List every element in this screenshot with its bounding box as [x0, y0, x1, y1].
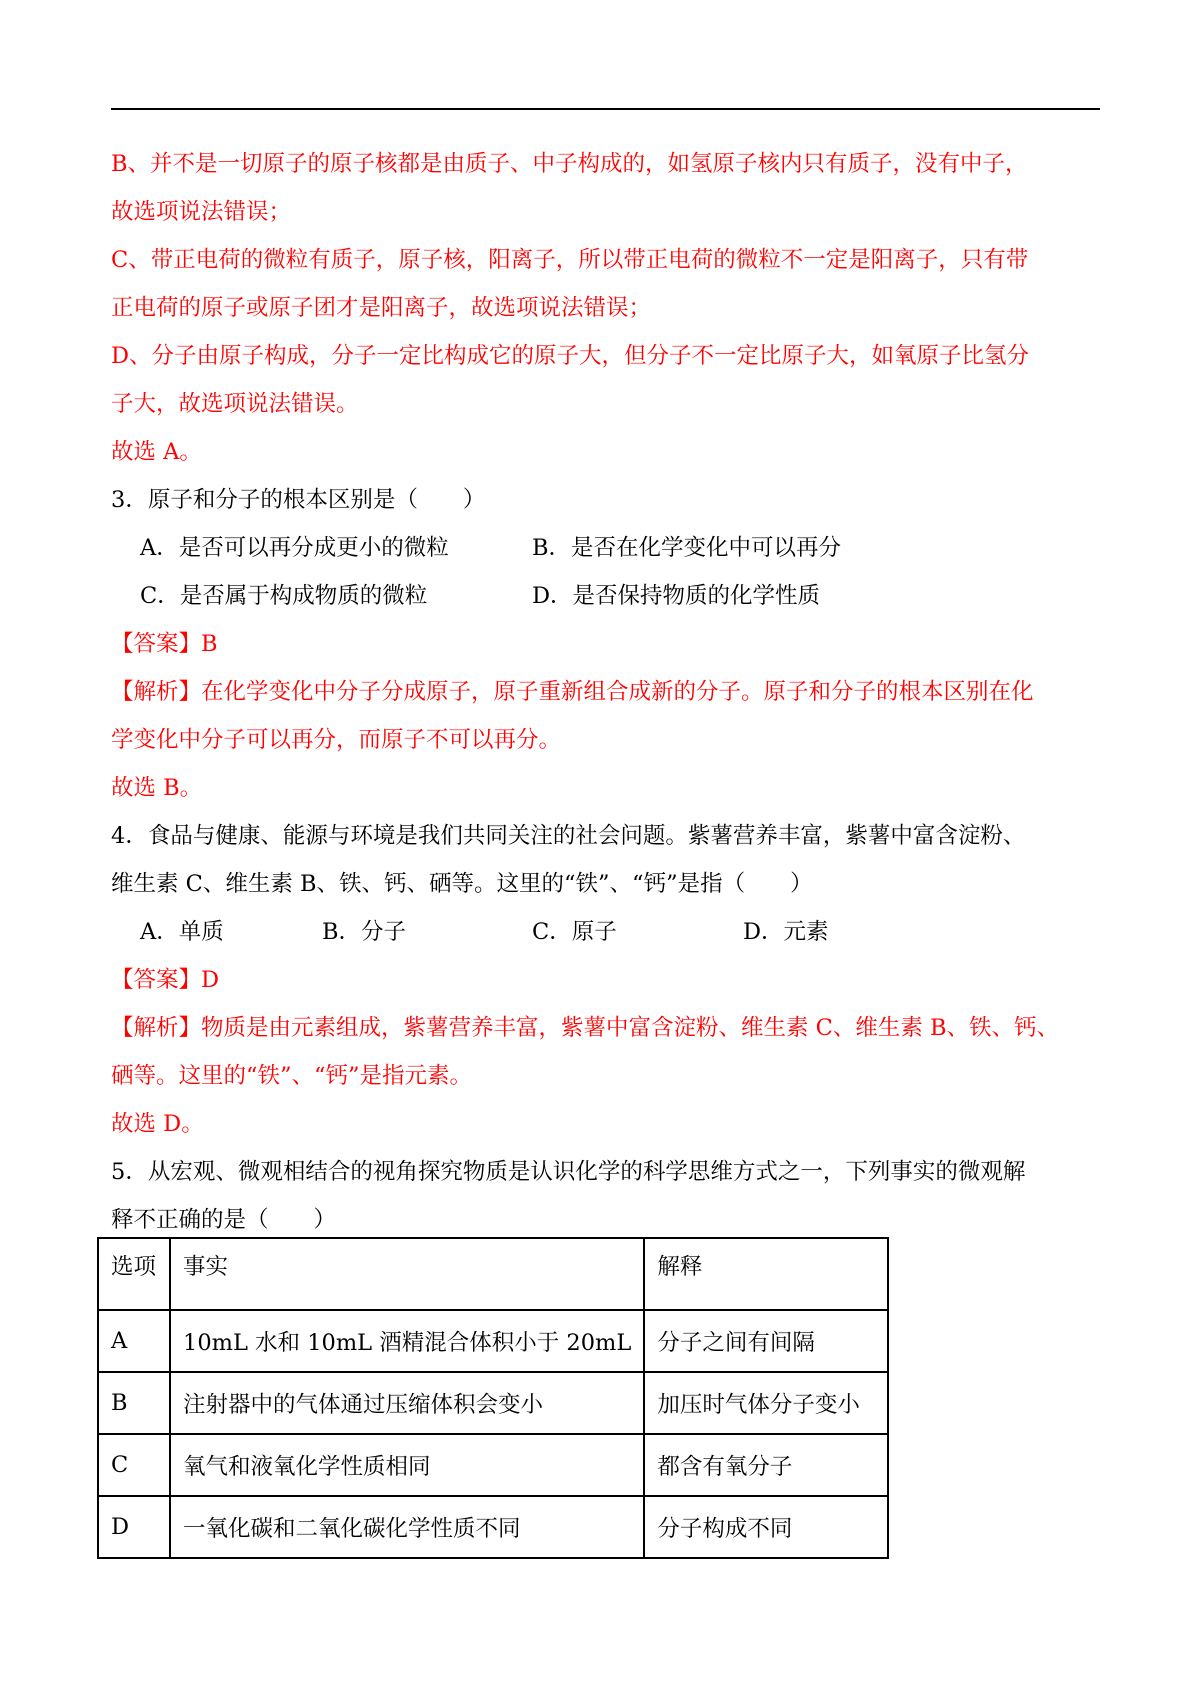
q3-option-a: A．是否可以再分成更小的微粒 [140, 535, 449, 561]
explanation-d-line1: D、分子由原子构成，分子一定比构成它的原子大，但分子不一定比原子大，如氧原子比氢分 [111, 343, 1030, 369]
header-rule [111, 108, 1100, 110]
explanation-c-line2: 正电荷的原子或原子团才是阳离子，故选项说法错误； [111, 295, 652, 321]
q3-option-b: B．是否在化学变化中可以再分 [532, 535, 842, 561]
explanation-conclusion: 故选 A。 [111, 439, 202, 465]
table-row [98, 1310, 888, 1372]
table-cell-fact: 氧气和液氧化学性质相同 [170, 1434, 644, 1496]
table-cell-option: C [98, 1434, 170, 1496]
q4-stem-line2: 维生素 C、维生素 B、铁、钙、硒等。这里的“铁”、“钙”是指（ ） [111, 871, 813, 897]
q3-analysis-line2: 学变化中分子可以再分，而原子不可以再分。 [111, 727, 562, 753]
q4-option-b: B．分子 [322, 919, 407, 945]
table-cell-explanation: 加压时气体分子变小 [644, 1372, 888, 1434]
q4-answer: 【答案】D [111, 967, 220, 993]
table-row [98, 1372, 888, 1434]
table-cell-explanation: 都含有氧分子 [644, 1434, 888, 1496]
table-row [98, 1434, 888, 1496]
table-header-option: 选项 [98, 1238, 170, 1310]
q4-option-d: D．元素 [743, 919, 829, 945]
q3-options-row1 [111, 524, 1106, 572]
table-cell-fact: 10mL 水和 10mL 酒精混合体积小于 20mL [170, 1310, 644, 1372]
q4-stem-line1: 4．食品与健康、能源与环境是我们共同关注的社会问题。紫薯营养丰富，紫薯中富含淀粉、 [111, 823, 1026, 849]
document-body [111, 140, 1106, 1244]
q4-analysis-line1: 【解析】物质是由元素组成，紫薯营养丰富，紫薯中富含淀粉、维生素 C、维生素 B、铁、钙、 [111, 1015, 1060, 1041]
q4-analysis-line2: 硒等。这里的“铁”、“钙”是指元素。 [111, 1063, 473, 1089]
q3-answer: 【答案】B [111, 631, 218, 657]
q3-options-row2 [111, 572, 1106, 620]
q5-table [97, 1237, 889, 1559]
q5-stem-line1: 5．从宏观、微观相结合的视角探究物质是认识化学的科学思维方式之一，下列事实的微观解 [111, 1159, 1026, 1185]
q3-analysis-line1: 【解析】在化学变化中分子分成原子，原子重新组合成新的分子。原子和分子的根本区别在化 [111, 679, 1034, 705]
q4-options-row [111, 908, 1106, 956]
table-cell-explanation: 分子构成不同 [644, 1496, 888, 1558]
table-header-fact: 事实 [170, 1238, 644, 1310]
q3-conclusion: 故选 B。 [111, 775, 203, 801]
q5-stem-line2: 释不正确的是（ ） [111, 1207, 337, 1233]
table-header-row [98, 1238, 888, 1310]
explanation-b-line2: 故选项说法错误； [111, 199, 292, 225]
table-cell-fact: 一氧化碳和二氧化碳化学性质不同 [170, 1496, 644, 1558]
q3-option-d: D．是否保持物质的化学性质 [532, 583, 821, 609]
table-cell-explanation: 分子之间有间隔 [644, 1310, 888, 1372]
table-cell-fact: 注射器中的气体通过压缩体积会变小 [170, 1372, 644, 1434]
q4-conclusion: 故选 D。 [111, 1111, 204, 1137]
q4-option-c: C．原子 [532, 919, 617, 945]
table-cell-option: D [98, 1496, 170, 1558]
explanation-d-line2: 子大，故选项说法错误。 [111, 391, 359, 417]
explanation-b-line1: B、并不是一切原子的原子核都是由质子、中子构成的，如氢原子核内只有质子，没有中子， [111, 151, 1028, 177]
table-cell-option: A [98, 1310, 170, 1372]
explanation-c-line1: C、带正电荷的微粒有质子，原子核，阳离子，所以带正电荷的微粒不一定是阳离子，只有带 [111, 247, 1029, 273]
table-row [98, 1496, 888, 1558]
q3-stem: 3．原子和分子的根本区别是（ ） [111, 487, 486, 513]
q3-option-c: C．是否属于构成物质的微粒 [140, 583, 428, 609]
table-header-explanation: 解释 [644, 1238, 888, 1310]
q4-option-a: A．单质 [140, 919, 224, 945]
table-cell-option: B [98, 1372, 170, 1434]
